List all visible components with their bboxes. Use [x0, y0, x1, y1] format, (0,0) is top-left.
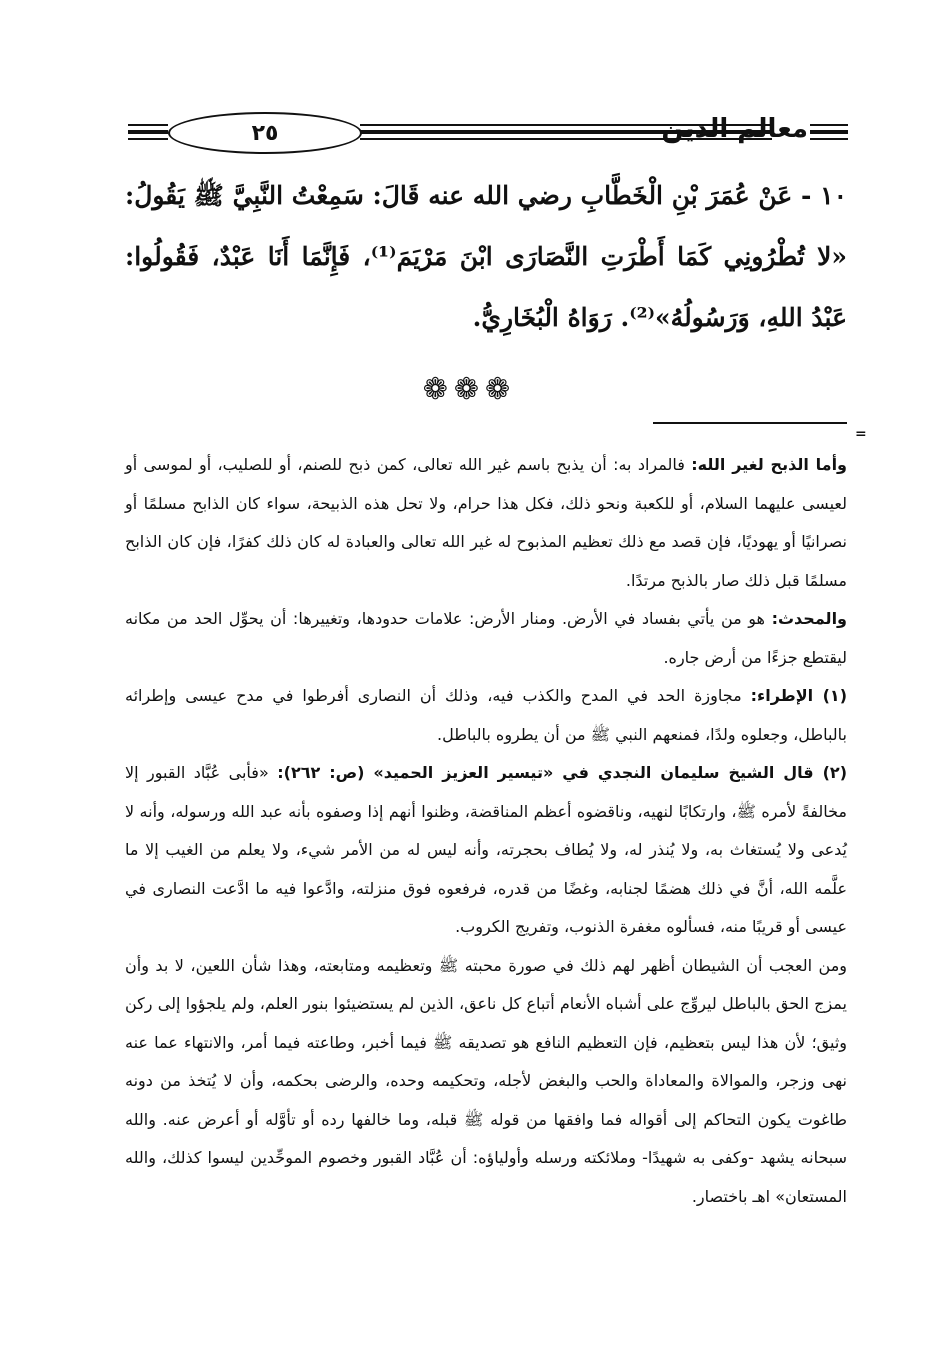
hadith-source: . رَوَاهُ الْبُخَارِيُّ. — [472, 303, 630, 332]
footnote-body: ومن العجب أن الشيطان أظهر لهم ذلك في صورة محبته ﷺ وتعظيمه ومتابعته، وهذا شأن اللعين، لا بد وأن يمزج الحق بالباطل ليروِّج على أشباه الأنعام أتباع كل ناعق، الذين لم يستضيئوا بنور العلم، ولم يلجؤوا إلى ركن وثيق؛ لأن هذا ليس بتعظيم، فإن التعظيم النافع هو تصديقه ﷺ فيما أخبر، وطاعته فيما أمر، والانتهاء عما عنه نهى وزجر، والموالاة والمعاداة والحب والبغض لأجله، وتحكيمه وحده، والرضى بحكمه، وأن لا يُتخذ من دونه طاغوت يكون التحاكم إلى أقواله فما وافقها من قوله ﷺ قبله، وما خالفها رده أو تأوَّله أو أعرض عنه. والله سبحانه يشهد -وكفى به شهيدًا- وملائكته ورسله وأولياؤه: أن عُبَّاد القبور وخصوم الموحِّدين ليسوا كذلك، والله المستعان» اهـ باختصار. — [125, 955, 847, 1206]
footnote-paragraph — [125, 947, 847, 1217]
section-ornament: ❁❁❁ — [422, 372, 517, 407]
footnote-body: «فأبى عُبَّاد القبور إلا مخالفةً لأمره ﷺ، وارتكابًا لنهيه، وناقضوه أعظم المناقضة، وظنوا أنهم إذا وصفوه بأنه عبد الله ورسوله، وأنه لا يُدعى ولا يُستغاث به، ولا يُنذر له، ولا يُطاف بحجرته، وأنه ليس له من الأمر شيء، ولا يعلم من الغيب إلا ما علَّمه الله، أنَّ في ذلك هضمًا لجنابه، وغضًا من قدره، فرفعوه فوق منزلته، وادَّعوا فيه ما ادَّعت النصارى في عيسى أو قريبًا منه، فسألوه مغفرة الذنوب، وتفريج الكروب. — [125, 763, 847, 936]
footnote-lead: والمحدث: — [771, 609, 847, 628]
footnote-body: هو من يأتي بفساد في الأرض. ومنار الأرض: علامات حدودها، وتغييرها: أن يحوِّل الحد من مكانه ليقتطع جزءًا من أرض جاره. — [125, 609, 847, 667]
page-header — [128, 112, 848, 154]
page-number: ٢٥ — [168, 112, 362, 154]
footnote-paragraph — [125, 446, 847, 600]
footnote-continuation-mark: = — [855, 426, 867, 442]
footnotes — [125, 446, 847, 1216]
footnote-body: فالمراد به: أن يذبح باسم غير الله تعالى، كمن ذبح للصنم، أو للصليب، أو لموسى أو لعيسى عليهما السلام، أو للكعبة ونحو ذلك، فكل هذا حرام، ولا تحل هذه الذبيحة، سواء كان الذابح مسلمًا أو نصرانيًا أو يهوديًا، فإن قصد مع ذلك تعظيم المذبوح له غير الله تعالى والعبادة له كان ذلك كفرًا، فإن كان الذابح مسلمًا قبل ذلك صار بالذبح مرتدًا. — [125, 455, 847, 590]
footnote-body: مجاوزة الحد في المدح والكذب فيه، وذلك أن النصارى أفرطوا في مدح عيسى وإطرائه بالباطل، وجعلوه ولدًا، فمنعهم النبي ﷺ من أن يطروه بالباطل. — [125, 686, 847, 744]
hadith-quote: «لا تُطْرُونِي كَمَا أَطْرَتِ النَّصَارَى ابْنَ مَرْيَمَ⁽¹⁾، فَإِنَّمَا أَنَا عَبْدٌ، فَقُولُوا: عَبْدُ اللهِ، وَرَسُولُهُ»⁽²⁾ — [125, 242, 847, 332]
book-title: معالم الدين — [661, 114, 808, 144]
footnote-lead: (١) الإطراء: — [750, 686, 847, 705]
footnote-paragraph — [125, 600, 847, 677]
footnote-lead: (٢) قال الشيخ سليمان النجدي في «تيسير العزيز الحميد» (ص: ٢٦٢): — [277, 763, 847, 782]
footnote-lead: وأما الذبح لغير الله: — [691, 455, 847, 474]
hadith-chain: ١٠ - عَنْ عُمَرَ بْنِ الْخَطَّابِ رضي الله عنه قَالَ: سَمِعْتُ النَّبِيَّ ﷺ يَقُولُ: — [125, 181, 847, 210]
footnote-separator — [653, 422, 847, 424]
header-rule-tail — [810, 124, 848, 144]
header-rule-left — [128, 124, 168, 144]
footnote-1 — [125, 677, 847, 754]
footnote-2 — [125, 754, 847, 947]
hadith-text — [125, 165, 847, 348]
